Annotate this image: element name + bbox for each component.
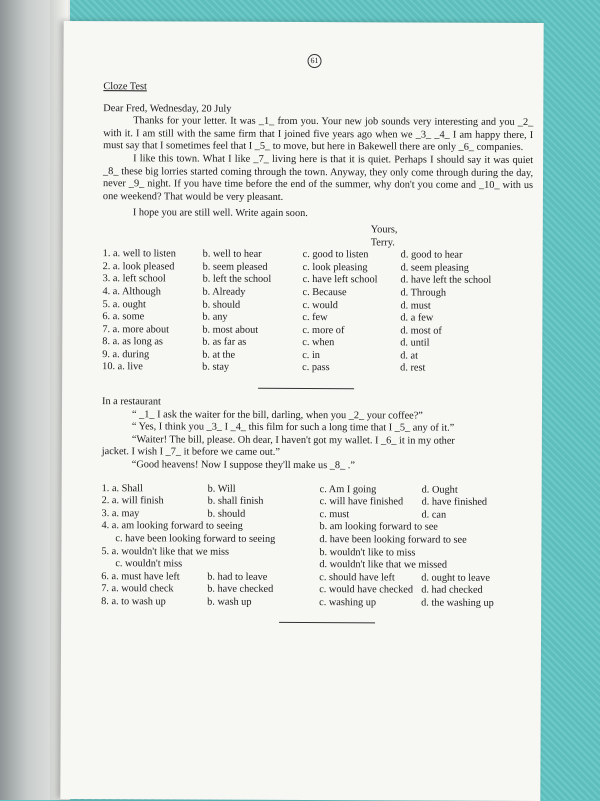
- dialogue-line-3: “Waiter! The bill, please. Oh dear, I haven't got my wallet. I _6_ it in my other: [131, 434, 455, 447]
- option-c: c. Because: [302, 286, 347, 299]
- option-c: c. when: [302, 337, 335, 349]
- option-d: d. ought to leave: [421, 572, 490, 584]
- option-c: c. have been looking forward to seeing: [115, 533, 276, 545]
- option-c: c. would: [302, 299, 338, 311]
- cloze-test-title: Cloze Test: [103, 81, 147, 93]
- section-divider: [258, 388, 354, 389]
- restaurant-title: In a restaurant: [102, 396, 161, 408]
- option-d: d. must: [400, 299, 431, 312]
- letter-paragraph-3: I hope you are still well. Write again soon.: [132, 207, 308, 220]
- letter-sign-close: Yours,: [370, 224, 398, 236]
- cloze-options: [102, 248, 533, 376]
- option-a: 4. a. am looking forward to seeing: [101, 520, 243, 533]
- page-number: 61: [95, 53, 533, 69]
- option-c: c. must: [319, 508, 350, 521]
- option-b: b. wash up: [207, 596, 252, 608]
- option-a: 2. a. will finish: [101, 495, 164, 507]
- option-a: 1. a. Shall: [101, 482, 143, 494]
- dialogue-line-2: “ Yes, I think you _3_ I _4_ this film for such a long time that I _5_ any of it.”: [131, 421, 455, 434]
- option-b: b. stay: [202, 362, 230, 374]
- option-c: c. wouldn't miss: [115, 558, 183, 570]
- option-d: d. can: [421, 509, 447, 521]
- option-c: c. have left school: [302, 274, 378, 286]
- dialogue-line-3-cont: jacket. I wish I _7_ it before we came out.”: [101, 446, 280, 459]
- option-d: d. have left the school: [400, 274, 492, 287]
- option-c: c. good to listen: [302, 249, 369, 261]
- section-divider: [279, 621, 375, 622]
- option-a: 8. a. to wash up: [101, 596, 166, 608]
- option-c: c. will have finished: [319, 496, 404, 508]
- option-d: d. a few: [400, 312, 434, 324]
- option-d: d. rest: [400, 362, 426, 375]
- option-c: c. should have left: [319, 571, 395, 584]
- option-c: c. more of: [302, 324, 345, 336]
- option-a: 7. a. more about: [102, 323, 170, 336]
- option-d: d. the washing up: [421, 597, 494, 609]
- option-c: c. look pleasing: [302, 261, 368, 274]
- option-b: b. as far as: [202, 336, 247, 349]
- dialogue-line-1: “ _1_ I ask the waiter for the bill, darling, when you _2_ your coffee?”: [131, 408, 423, 422]
- option-d: d. good to hear: [400, 249, 463, 261]
- option-a: 3. a. may: [101, 507, 140, 520]
- letter-paragraph-1: Thanks for your letter. It was _1_ from you. Your new job sounds very interesting and you _2_ with it. I am still with the same firm that I joined five years ago when we _3_ _4_ I am happy there, I must say that I sometimes feel that I _5_ to move, but here in Bakewell there are only _6_ companies.: [103, 115, 534, 154]
- option-a: 2. a. look pleased: [102, 260, 175, 273]
- option-d: d. have finished: [421, 496, 488, 509]
- option-b: b. am looking forward to see: [319, 521, 438, 534]
- option-b: b. seem pleased: [202, 261, 268, 273]
- option-d: d. had checked: [421, 584, 483, 597]
- option-a: 3. a. left school: [102, 273, 166, 285]
- option-d: d. seem pleasing: [400, 262, 469, 274]
- option-b: b. at the: [202, 349, 236, 361]
- option-b: b. Will: [207, 483, 236, 495]
- option-row: [102, 362, 532, 376]
- option-b: b. wouldn't like to miss: [319, 546, 416, 559]
- option-c: c. Am I going: [319, 483, 377, 495]
- option-b: b. had to leave: [207, 571, 268, 583]
- option-a: 4. a. Although: [102, 286, 161, 298]
- option-b: b. shall finish: [207, 495, 264, 508]
- option-d: d. until: [400, 337, 430, 349]
- option-b: b. Already: [202, 286, 246, 298]
- option-a: 10. a. live: [102, 361, 143, 373]
- option-c: c. in: [302, 349, 321, 361]
- dialogue-line-4: “Good heavens! Now I suppose they'll make us _8_ .”: [131, 459, 355, 472]
- option-d: d. most of: [400, 325, 442, 337]
- option-row: [101, 596, 531, 610]
- letter-sign-name: Terry.: [370, 236, 395, 248]
- option-a: 8. a. as long as: [102, 336, 163, 348]
- option-a: 5. a. ought: [102, 298, 146, 310]
- option-d: d. Ought: [421, 484, 458, 496]
- letter-greeting: Dear Fred, Wednesday, 20 July: [103, 102, 232, 115]
- option-c: c. few: [302, 312, 328, 324]
- option-a: 1. a. well to listen: [102, 248, 176, 260]
- option-b: b. most about: [202, 324, 259, 336]
- option-a: 6. a. some: [102, 311, 145, 323]
- book-page: [60, 21, 543, 801]
- option-b: b. any: [202, 311, 228, 323]
- option-a: 6. a. must have left: [101, 570, 180, 583]
- option-b: b. have checked: [207, 583, 274, 596]
- option-a: 5. a. wouldn't like that we miss: [101, 545, 230, 558]
- option-c: c. pass: [302, 362, 330, 374]
- option-d: d. at: [400, 350, 418, 362]
- option-d: d. have been looking forward to see: [319, 534, 467, 546]
- option-a: 9. a. during: [102, 349, 150, 361]
- option-d: d. wouldn't like that we missed: [319, 559, 448, 571]
- option-b: b. left the school: [202, 273, 272, 286]
- option-b: b. should: [207, 508, 246, 520]
- option-b: b. well to hear: [202, 248, 262, 260]
- option-b: b. should: [202, 299, 241, 311]
- option-c: c. would have checked: [319, 584, 414, 596]
- option-a: 7. a. would check: [101, 583, 174, 595]
- letter-paragraph-2: I like this town. What I like _7_ living here is that it is quiet. Perhaps I should say it was quiet _8_ these big lorries started coming through the town. Anyway, they only come through during the day, never _9_ night. If you have time before the end of the summer, why don't you come and _10_ with us one weekend? That would be very pleasant.: [102, 153, 534, 203]
- restaurant-options: [101, 483, 532, 611]
- option-c: c. washing up: [319, 597, 377, 609]
- option-d: d. Through: [400, 287, 447, 299]
- page-content: [101, 53, 533, 623]
